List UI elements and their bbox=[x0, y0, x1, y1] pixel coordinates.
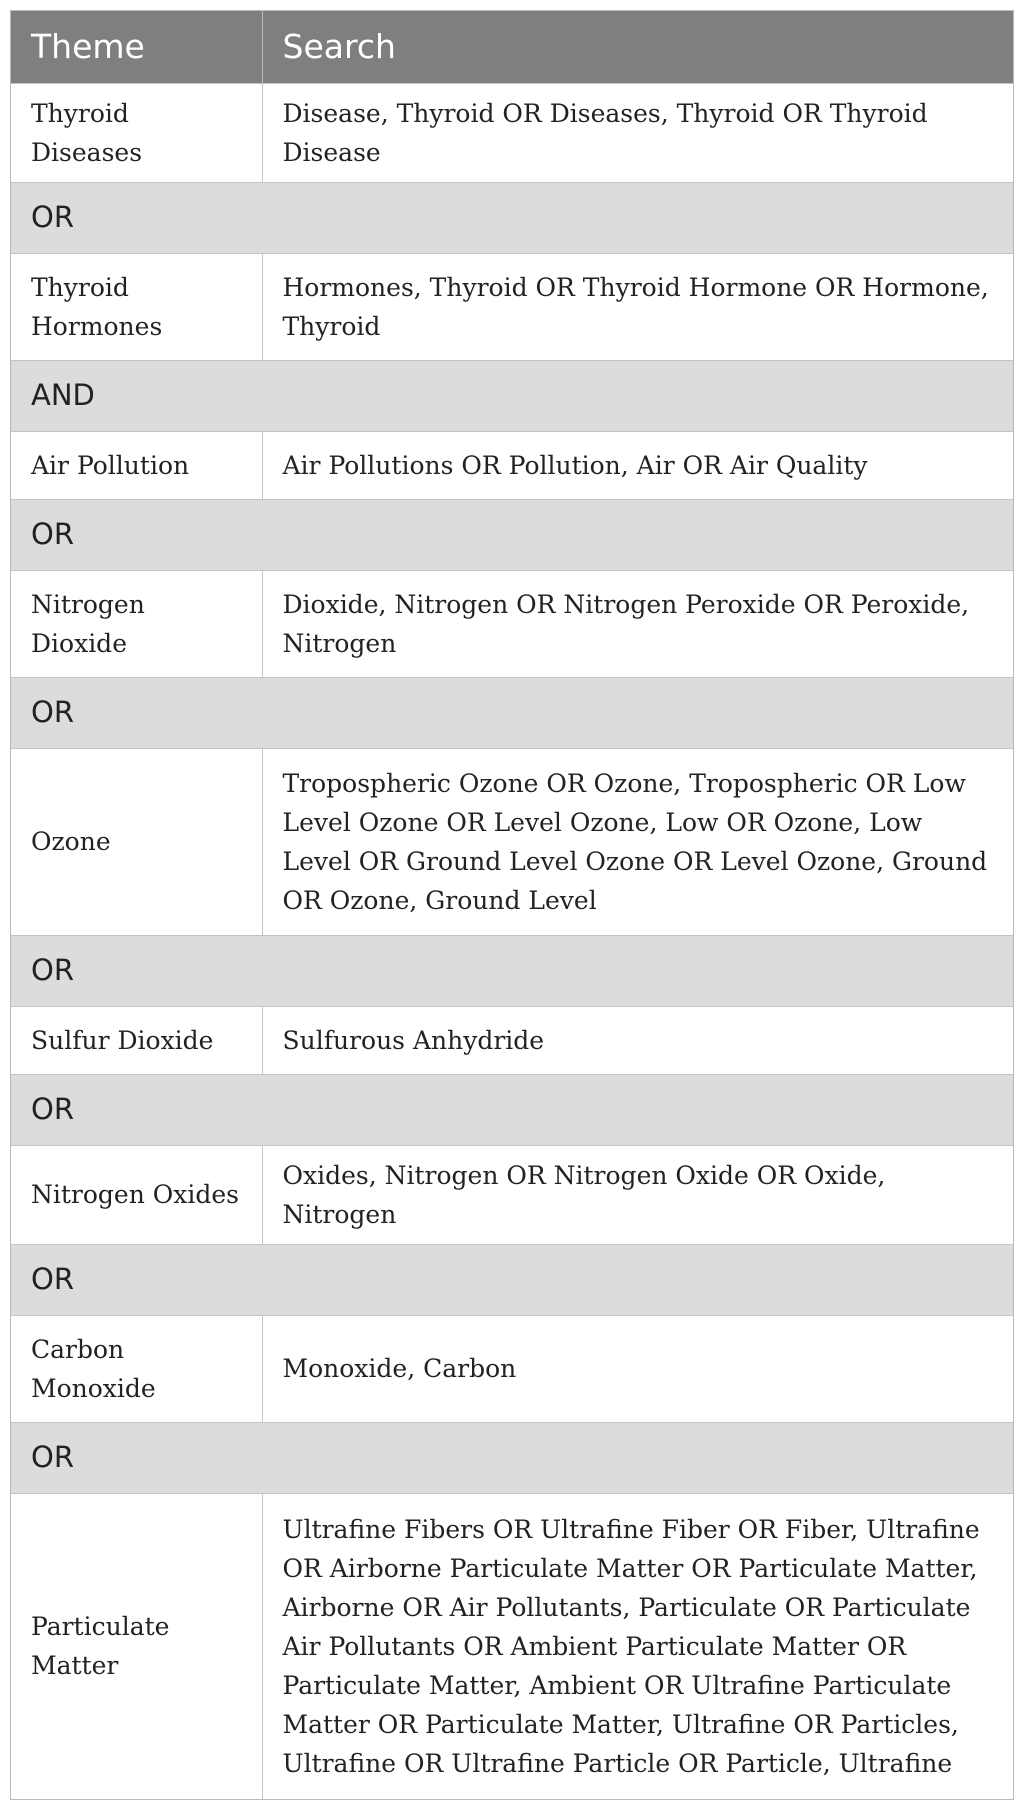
theme-cell: Air Pollution bbox=[11, 431, 262, 499]
table-row bbox=[11, 570, 1013, 677]
operator-row bbox=[11, 677, 1013, 748]
search-cell: Monoxide, Carbon bbox=[262, 1315, 1013, 1422]
operator-row bbox=[11, 1074, 1013, 1145]
operator-cell: OR bbox=[11, 1422, 1013, 1493]
search-cell: Sulfurous Anhydride bbox=[262, 1006, 1013, 1074]
operator-row bbox=[11, 1244, 1013, 1315]
theme-cell: Carbon Monoxide bbox=[11, 1315, 262, 1422]
table-row bbox=[11, 748, 1013, 935]
search-cell: Dioxide, Nitrogen OR Nitrogen Peroxide OR Peroxide, Nitrogen bbox=[262, 570, 1013, 677]
table-row bbox=[11, 83, 1013, 182]
operator-row bbox=[11, 499, 1013, 570]
operator-row bbox=[11, 935, 1013, 1006]
theme-cell: Thyroid Diseases bbox=[11, 83, 262, 182]
operator-cell: OR bbox=[11, 182, 1013, 253]
table-row bbox=[11, 1145, 1013, 1244]
search-cell: Hormones, Thyroid OR Thyroid Hormone OR Hormone, Thyroid bbox=[262, 253, 1013, 360]
search-cell: Air Pollutions OR Pollution, Air OR Air Quality bbox=[262, 431, 1013, 499]
table-row bbox=[11, 431, 1013, 499]
operator-cell: OR bbox=[11, 499, 1013, 570]
theme-cell: Nitrogen Dioxide bbox=[11, 570, 262, 677]
table-row bbox=[11, 1315, 1013, 1422]
table-row bbox=[11, 1493, 1013, 1799]
table-header-row bbox=[11, 11, 1013, 83]
theme-cell: Ozone bbox=[11, 748, 262, 935]
search-strategy-table bbox=[11, 11, 1013, 1799]
search-cell: Disease, Thyroid OR Diseases, Thyroid OR Thyroid Disease bbox=[262, 83, 1013, 182]
table-row bbox=[11, 1006, 1013, 1074]
operator-row bbox=[11, 360, 1013, 431]
column-header-theme: Theme bbox=[11, 11, 262, 83]
search-strategy-table-container bbox=[10, 10, 1014, 1800]
theme-cell: Thyroid Hormones bbox=[11, 253, 262, 360]
search-cell: Oxides, Nitrogen OR Nitrogen Oxide OR Oxide, Nitrogen bbox=[262, 1145, 1013, 1244]
search-cell: Tropospheric Ozone OR Ozone, Tropospheric OR Low Level Ozone OR Level Ozone, Low OR Ozone, Low Level OR Ground Level Ozone OR Level Ozone, Ground OR Ozone, Ground Level bbox=[262, 748, 1013, 935]
operator-cell: OR bbox=[11, 1074, 1013, 1145]
column-header-search: Search bbox=[262, 11, 1013, 83]
table-row bbox=[11, 253, 1013, 360]
theme-cell: Particulate Matter bbox=[11, 1493, 262, 1799]
operator-row bbox=[11, 182, 1013, 253]
operator-cell: OR bbox=[11, 935, 1013, 1006]
search-cell: Ultrafine Fibers OR Ultrafine Fiber OR Fiber, Ultrafine OR Airborne Particulate Matter OR Particulate Matter, Airborne OR Air Pollutants, Particulate OR Particulate Air Pollutants OR Ambient Particulate Matter OR Particulate Matter, Ambient OR Ultrafine Particulate Matter OR Particulate Matter, Ultrafine OR Particles, Ultrafine OR Ultrafine Particle OR Particle, Ultrafine bbox=[262, 1493, 1013, 1799]
operator-cell: OR bbox=[11, 1244, 1013, 1315]
theme-cell: Nitrogen Oxides bbox=[11, 1145, 262, 1244]
operator-cell: AND bbox=[11, 360, 1013, 431]
operator-row bbox=[11, 1422, 1013, 1493]
operator-cell: OR bbox=[11, 677, 1013, 748]
theme-cell: Sulfur Dioxide bbox=[11, 1006, 262, 1074]
